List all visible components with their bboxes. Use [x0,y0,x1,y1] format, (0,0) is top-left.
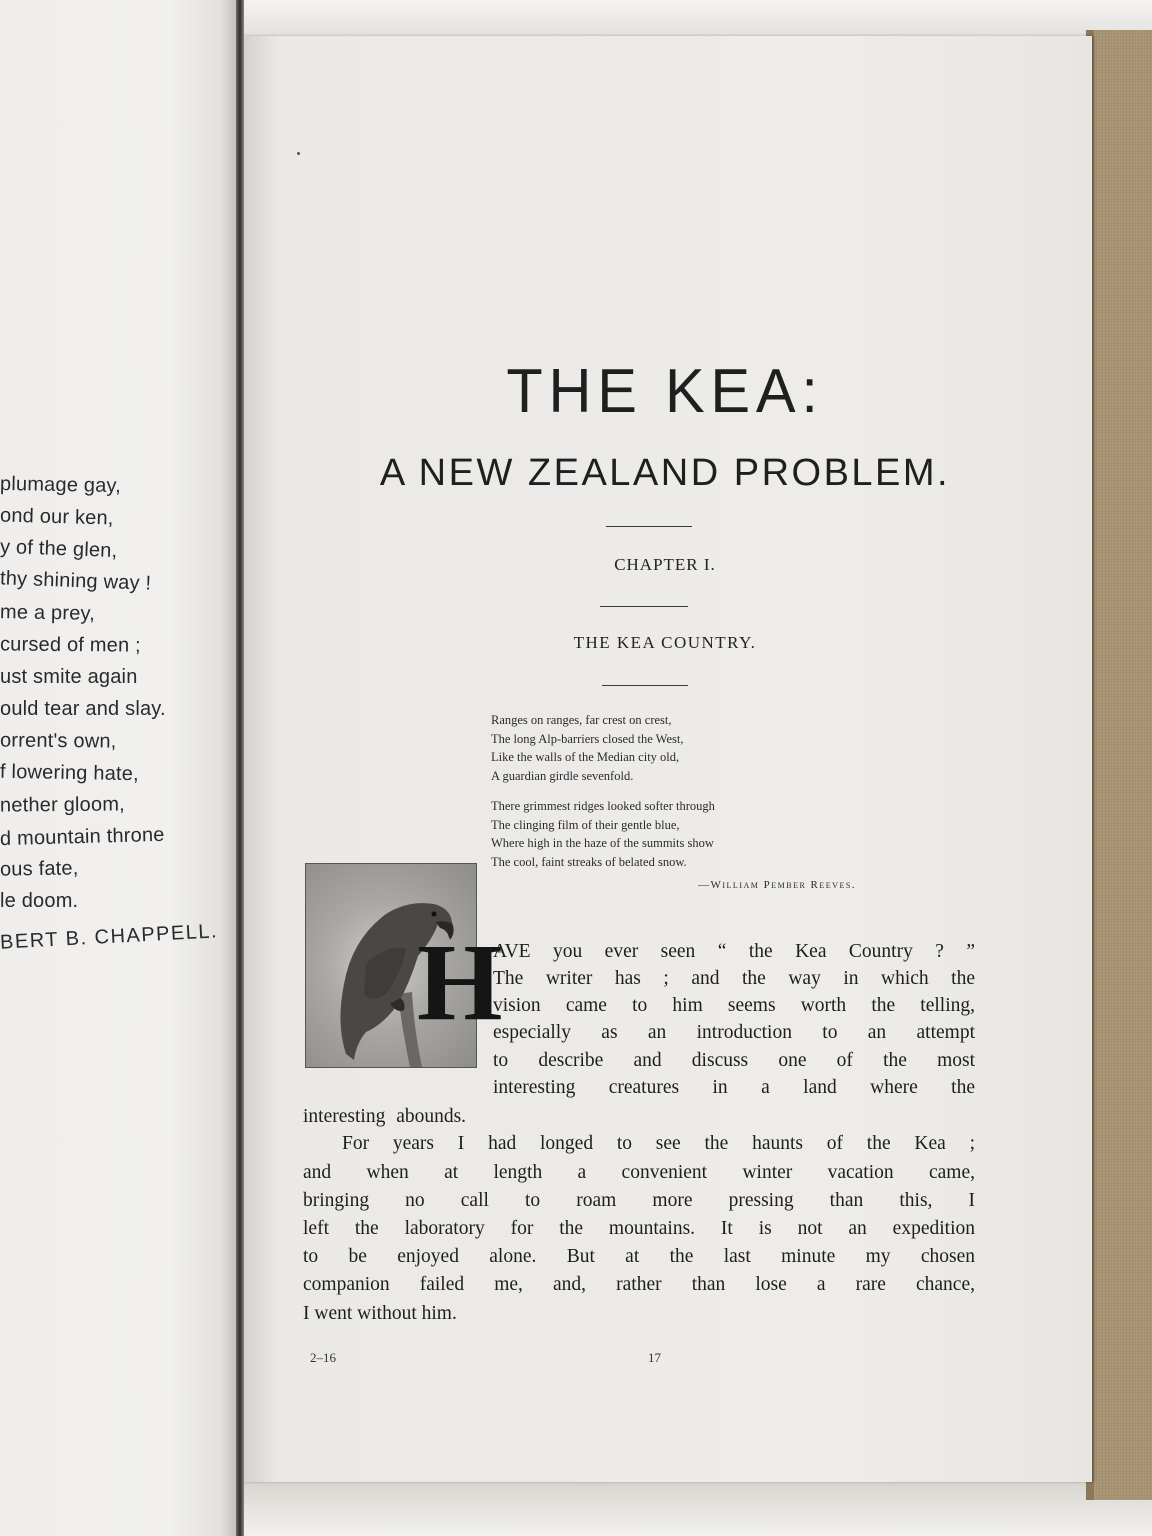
divider-rule-2 [600,606,688,607]
poem-line: f lowering hate, [0,760,140,786]
poem-line: ous fate, [0,857,79,881]
body-line: interesting abounds. [303,1106,467,1127]
body-line: I went without him. [303,1303,457,1324]
epigraph-line: Where high in the haze of the summits show [491,836,714,850]
body-line: The writer has ; and the way in which the [493,968,975,989]
epigraph [491,711,891,891]
chapter-title: THE KEA: [506,357,824,426]
poem-line: y of the glen, [0,535,118,563]
body-line: bringing no call to roam more pressing than this, I [303,1190,975,1211]
page-number: 17 [648,1350,661,1365]
poem-line: ust smite again [0,666,138,688]
poem-line: d mountain throne [0,823,165,851]
poem-line: orrent's own, [0,729,117,753]
body-line: AVE you ever seen “ the Kea Country ? ” [493,941,975,962]
epigraph-line: Ranges on ranges, far crest on crest, [491,713,672,727]
book-subtitle: A NEW ZEALAND PROBLEM. [379,452,951,494]
epigraph-stanza-1 [491,711,891,785]
body-line: to describe and discuss one of the most [493,1050,975,1071]
poem-line: nether gloom, [0,793,125,817]
body-line: especially as an introduction to an attempt [493,1022,975,1043]
poem-line: me a prey, [0,601,96,625]
body-line: companion failed me, and, rather than lose a rare chance, [303,1274,975,1295]
epigraph-line: A guardian girdle sevenfold. [491,768,634,783]
section-heading: THE KEA COUNTRY. [573,633,757,652]
signature-mark: 2–16 [310,1350,336,1365]
body-line: and when at length a convenient winter vacation came, [303,1162,975,1183]
poem-line: cursed of men ; [0,633,141,657]
body-line: to be enjoyed alone. But at the last minute my chosen [303,1246,975,1267]
drop-cap: H [417,921,503,1043]
chapter-heading: CHAPTER I. [614,555,716,574]
poem-line: ond our ken, [0,504,114,530]
epigraph-line: There grimmest ridges looked softer through [491,799,715,813]
divider-rule-1 [606,526,692,527]
body-line: vision came to him seems worth the telling, [493,995,975,1016]
epigraph-line: The clinging film of their gentle blue, [491,817,680,832]
epigraph-line: The cool, faint streaks of belated snow. [491,854,687,869]
poem-line: thy shining way ! [0,567,152,595]
body-line: For years I had longed to see the haunts of the Kea ; [342,1133,975,1154]
epigraph-stanza-2 [491,797,891,871]
epigraph-line: Like the walls of the Median city old, [491,750,680,764]
divider-rule-3 [602,685,688,686]
poem-line: ould tear and slay. [0,698,166,720]
book-cover [1090,30,1152,1500]
left-page [0,0,240,1536]
epigraph-attribution: —William Pember Reeves. [698,879,857,891]
poem-line: le doom. [0,890,79,912]
body-line: left the laboratory for the mountains. It is not an expedition [303,1218,975,1239]
body-line: interesting creatures in a land where the [493,1077,975,1098]
epigraph-line: The long Alp-barriers closed the West, [491,731,684,746]
page-speck [297,152,300,155]
poem-line: plumage gay, [0,472,122,498]
book-gutter [236,0,244,1536]
poem-author: BERT B. CHAPPELL. [0,920,219,954]
